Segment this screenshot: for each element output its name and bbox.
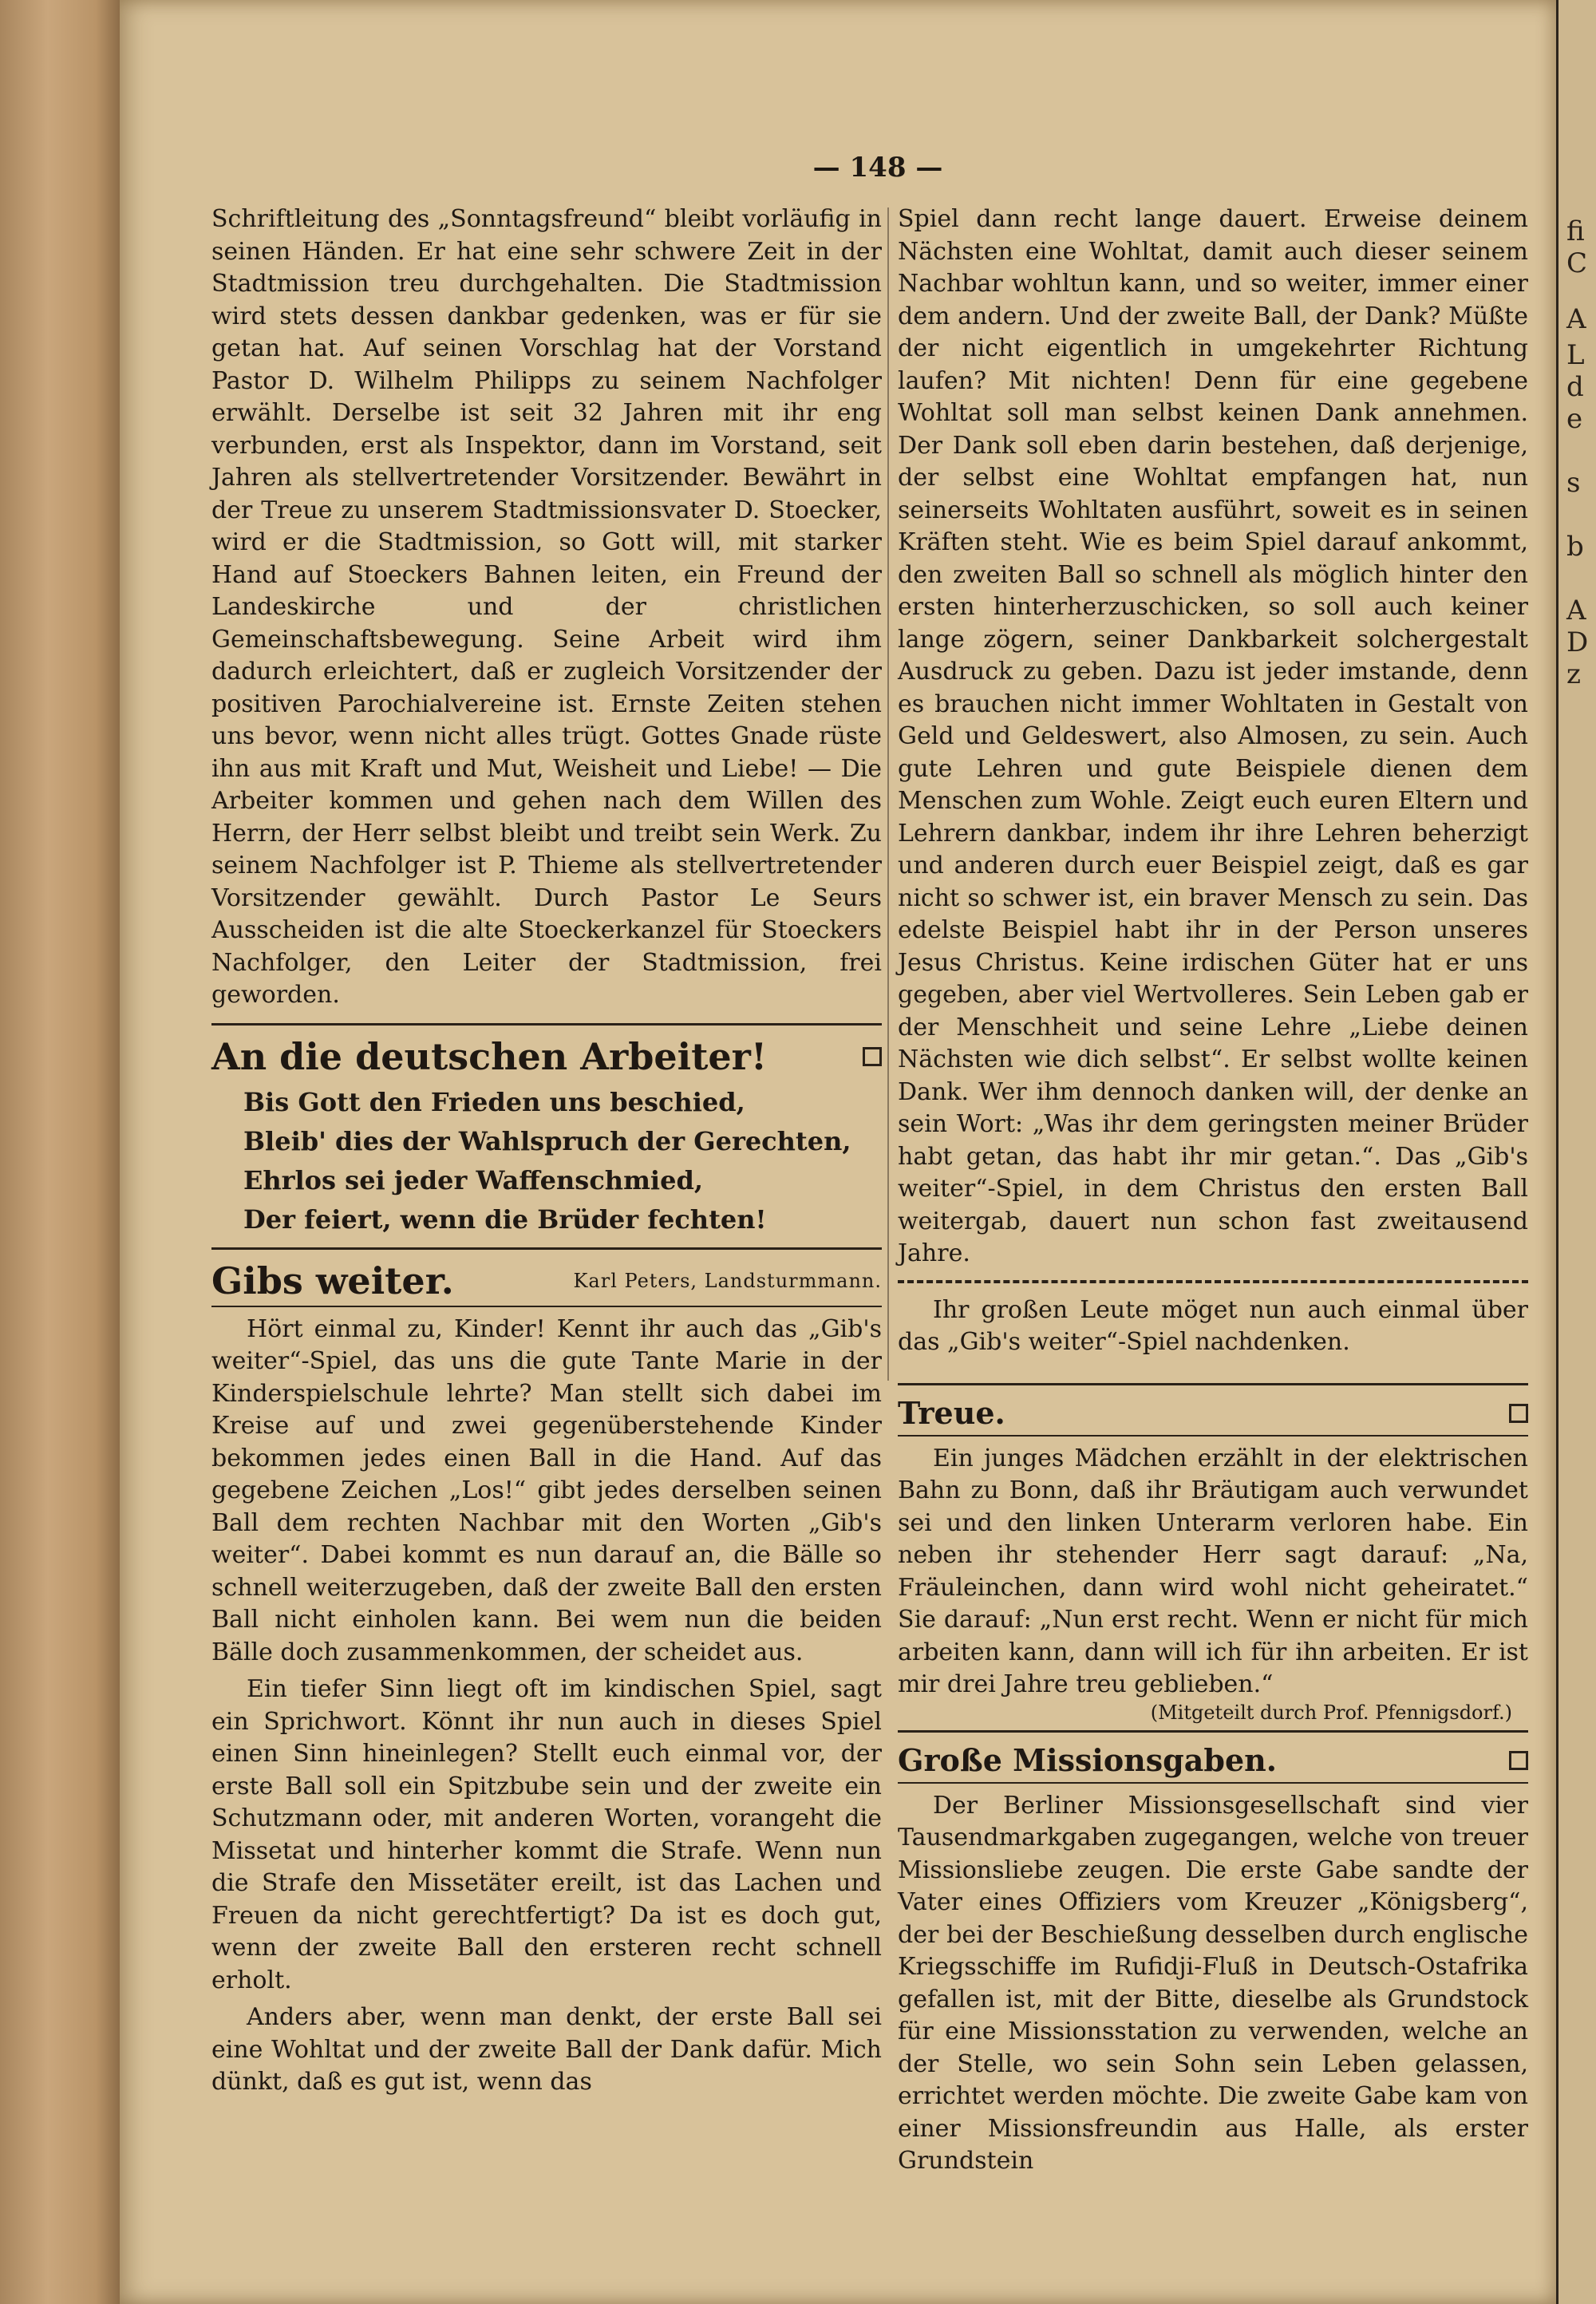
mission-title: Große Missionsgaben. bbox=[898, 1741, 1277, 1778]
workers-verse bbox=[211, 1083, 882, 1239]
treue-title: Treue. bbox=[898, 1394, 1005, 1431]
verse-line: Bis Gott den Frieden uns beschied, bbox=[243, 1086, 745, 1117]
edge-glyph: z bbox=[1566, 658, 1581, 690]
adjacent-page-edge bbox=[1556, 0, 1596, 2304]
treue-text: Ein junges Mädchen erzählt in der elektrischen Bahn zu Bonn, daß ihr Bräutigam auch verwundet sei und den linken Unterarm verloren habe. Ein neben ihr stehender Herr sagt darauf: „Na, Fräuleinchen, dann wird wohl nicht geheiratet.“ Sie darauf: „Nun erst recht. Wenn er nicht für mich arbeiten kann, dann will ich für ihn arbeiten. Er ist mir drei Jahre treu geblieben.“ bbox=[898, 1444, 1528, 1698]
gibs-paragraph: Anders aber, wenn man denkt, der erste Ball sei eine Wohltat und der zweite Ball der Dank dafür. Mich dünkt, daß es gut ist, wenn das bbox=[211, 2003, 882, 2096]
workers-title: An die deutschen Arbeiter! bbox=[211, 1034, 768, 1078]
edge-glyph: L bbox=[1566, 339, 1585, 371]
section-rule bbox=[898, 1782, 1528, 1784]
gibs-header bbox=[211, 1256, 882, 1307]
book-binding bbox=[0, 0, 120, 2304]
intro-paragraph: Schriftleitung des „Sonntagsfreund“ bleibt vorläufig in seinen Händen. Er hat eine sehr schwere Zeit in der Stadtmission treu durchgehalten. Die Stadtmission wird stets dessen dankbar gedenken, was er für sie getan hat. Auf seinen Vorschlag hat der Vorstand Pastor D. Wilhelm Philipps zu seinem Nachfolger erwählt. Derselbe ist seit 32 Jahren mit ihr eng verbunden, erst als Inspektor, dann im Vorstand, seit Jahren als stellvertretender Vorsitzender. Bewährt in der Treue zu unserem Stadtmissionsvater D. Stoecker, wird er die Stadtmission, so Gott will, mit starker Hand auf Stoeckers Bahnen leiten, ein Freund der Landeskirche und der christlichen Gemeinschaftsbewegung. Seine Arbeit wird ihm dadurch erleichtert, daß er zugleich Vorsitzender der positiven Parochialvereine ist. Ernste Zeiten stehen uns bevor, wenn nicht alles trügt. Gottes Gnade rüste ihn aus mit Kraft und Mut, Weisheit und Liebe! — Die Arbeiter kommen und gehen nach dem Willen des Herrn, der Herr selbst bleibt und treibt sein Werk. Zu seinem Nachfolger ist P. Thieme als stellvertretender Vorsitzender gewählt. Durch Pastor Le Seurs Ausscheiden ist die alte Stoeckerkanzel für Stoeckers Nachfolger, den Leiter der Stadtmission, frei geworden. bbox=[211, 205, 882, 1009]
gibs-closing: Ihr großen Leute möget nun auch einmal über das „Gib's weiter“-Spiel nachdenken. bbox=[898, 1295, 1528, 1356]
dashed-divider bbox=[898, 1280, 1528, 1283]
treue-credit: (Mitgeteilt durch Prof. Pfennigsdorf.) bbox=[1150, 1701, 1512, 1724]
treue-header bbox=[898, 1392, 1528, 1435]
edge-glyph: e bbox=[1566, 403, 1583, 435]
mission-text: Der Berliner Missionsgesellschaft sind vier Tausendmarkgaben zugegangen, welche von treuer Missionsliebe zeugen. Die erste Gabe sandte der Vater eines Offiziers vom Kreuzer „Königsberg“, der bei der Beschießung desselben durch englische Kriegsschiffe im Rufidji-Fluß in Deutsch-Ostafrika gefallen ist, mit der Bitte, dieselbe als Grundstock für eine Missionsstation zu verwenden, welche an der Stelle, wo sein Sohn sein Leben gelassen, errichtet werden möchte. Die zweite Gabe kam von einer Missionsfreundin aus Halle, als erster Grundstein bbox=[898, 1791, 1528, 2175]
section-rule bbox=[211, 1247, 882, 1250]
spacer bbox=[898, 1359, 1528, 1377]
edge-glyph: A bbox=[1566, 595, 1586, 626]
section-rule bbox=[211, 1023, 882, 1026]
edge-glyph: A bbox=[1566, 303, 1586, 335]
verse-line: Ehrlos sei jeder Waffenschmied, bbox=[243, 1164, 703, 1195]
mission-header bbox=[898, 1739, 1528, 1782]
edge-glyph: fi bbox=[1566, 215, 1585, 247]
edge-glyph: b bbox=[1566, 531, 1584, 563]
right-column bbox=[898, 204, 1528, 2178]
left-column bbox=[211, 204, 882, 2099]
gibs-byline: Karl Peters, Landsturmmann. bbox=[573, 1269, 882, 1292]
edge-glyph: C bbox=[1566, 247, 1588, 279]
section-box-icon bbox=[863, 1047, 882, 1066]
gibs-continuation: Spiel dann recht lange dauert. Erweise deinem Nächsten eine Wohltat, damit auch dieser seinem Nachbar wohltun kann, und so weiter, immer einer dem andern. Und der zweite Ball, der Dank? Müßte der nicht eigentlich in umgekehrter Richtung laufen? Mit nichten! Denn für eine gegebene Wohltat soll man selbst keinen Dank annehmen. Der Dank soll eben darin bestehen, daß derjenige, der selbst eine Wohltat empfangen hat, nun seinerseits Wohltaten ausführt, soweit es in seinen Kräften steht. Wie es beim Spiel darauf ankommt, den zweiten Ball so schnell als möglich hinter den ersten hinterherzuschicken, so soll auch keiner lange zögern, seiner Dankbarkeit solchergestalt Ausdruck zu geben. Dazu ist jeder imstande, denn es brauchen nicht immer Wohltaten in Gestalt von Geld und Geldeswert, also Almosen, zu sein. Auch gute Lehren und gute Beispiele dienen dem Menschen zum Wohle. Zeigt euch euren Eltern und Lehrern dankbar, indem ihr ihre Lehren beherzigt und anderen durch euer Beispiel zeigt, daß es gar nicht so schwer ist, ein braver Mensch zu sein. Das edelste Beispiel habt ihr in der Person unseres Jesus Christus. Keine irdischen Güter hat er uns gegeben, aber viel Wertvolleres. Sein Leben gab er der Menschheit und seine Lehre „Liebe deinen Nächsten wie dich selbst“. Er selbst wollte keinen Dank. Wer ihm dennoch danken will, der denke an sein Wort: „Was ihr dem geringsten meiner Brüder habt getan, das habt ihr mir getan.“. Das „Gib's weiter“-Spiel, in dem Christus den ersten Ball weitergab, dauert nun schon fast zweitausend Jahre. bbox=[898, 205, 1528, 1267]
section-rule bbox=[898, 1435, 1528, 1437]
section-box-icon bbox=[1509, 1751, 1528, 1770]
verse-line: Der feiert, wenn die Brüder fechten! bbox=[243, 1203, 767, 1235]
page-number: — 148 — bbox=[812, 152, 943, 184]
edge-glyph: d bbox=[1566, 371, 1584, 403]
section-rule bbox=[898, 1730, 1528, 1733]
gibs-title: Gibs weiter. bbox=[211, 1259, 454, 1302]
section-rule bbox=[898, 1383, 1528, 1385]
column-divider bbox=[887, 207, 889, 1381]
edge-glyph: D bbox=[1566, 626, 1589, 658]
section-box-icon bbox=[1509, 1404, 1528, 1423]
verse-line: Bleib' dies der Wahlspruch der Gerechten, bbox=[243, 1125, 851, 1156]
edge-glyph: s bbox=[1566, 467, 1581, 499]
gibs-paragraph: Ein tiefer Sinn liegt oft im kindischen Spiel, sagt ein Sprichwort. Könnt ihr nun auch in dieses Spiel einen Sinn hineinlegen? Stellt euch einmal vor, der erste Ball soll ein Spitzbube sein und der zweite ein Schutzmann oder, mit anderen Worten, vorangeht die Missetat und hinterher kommt die Strafe. Wenn nun die Strafe den Missetäter ereilt, ist das Lachen und Freuen da nicht gerechtfertigt? Da ist es doch gut, wenn der zweite Ball den ersteren recht schnell erholt. bbox=[211, 1675, 882, 1994]
gibs-paragraph: Hört einmal zu, Kinder! Kennt ihr auch das „Gib's weiter“-Spiel, das uns die gute Tante Marie in der Kinderspielschule lehrte? Man stellt sich dabei im Kreise auf und zwei gegenüberstehende Kinder bekommen jedes einen Ball in die Hand. Auf das gegebene Zeichen „Los!“ gibt jedes derselben seinen Ball dem rechten Nachbar mit den Worten „Gib's weiter“. Dabei kommt es nun darauf an, die Bälle so schnell weiterzugeben, daß der zweite Ball den ersten Ball nicht einholen kann. Bei wem nun die beiden Bälle doch zusammenkommen, der scheidet aus. bbox=[211, 1314, 882, 1666]
workers-header bbox=[211, 1032, 882, 1081]
